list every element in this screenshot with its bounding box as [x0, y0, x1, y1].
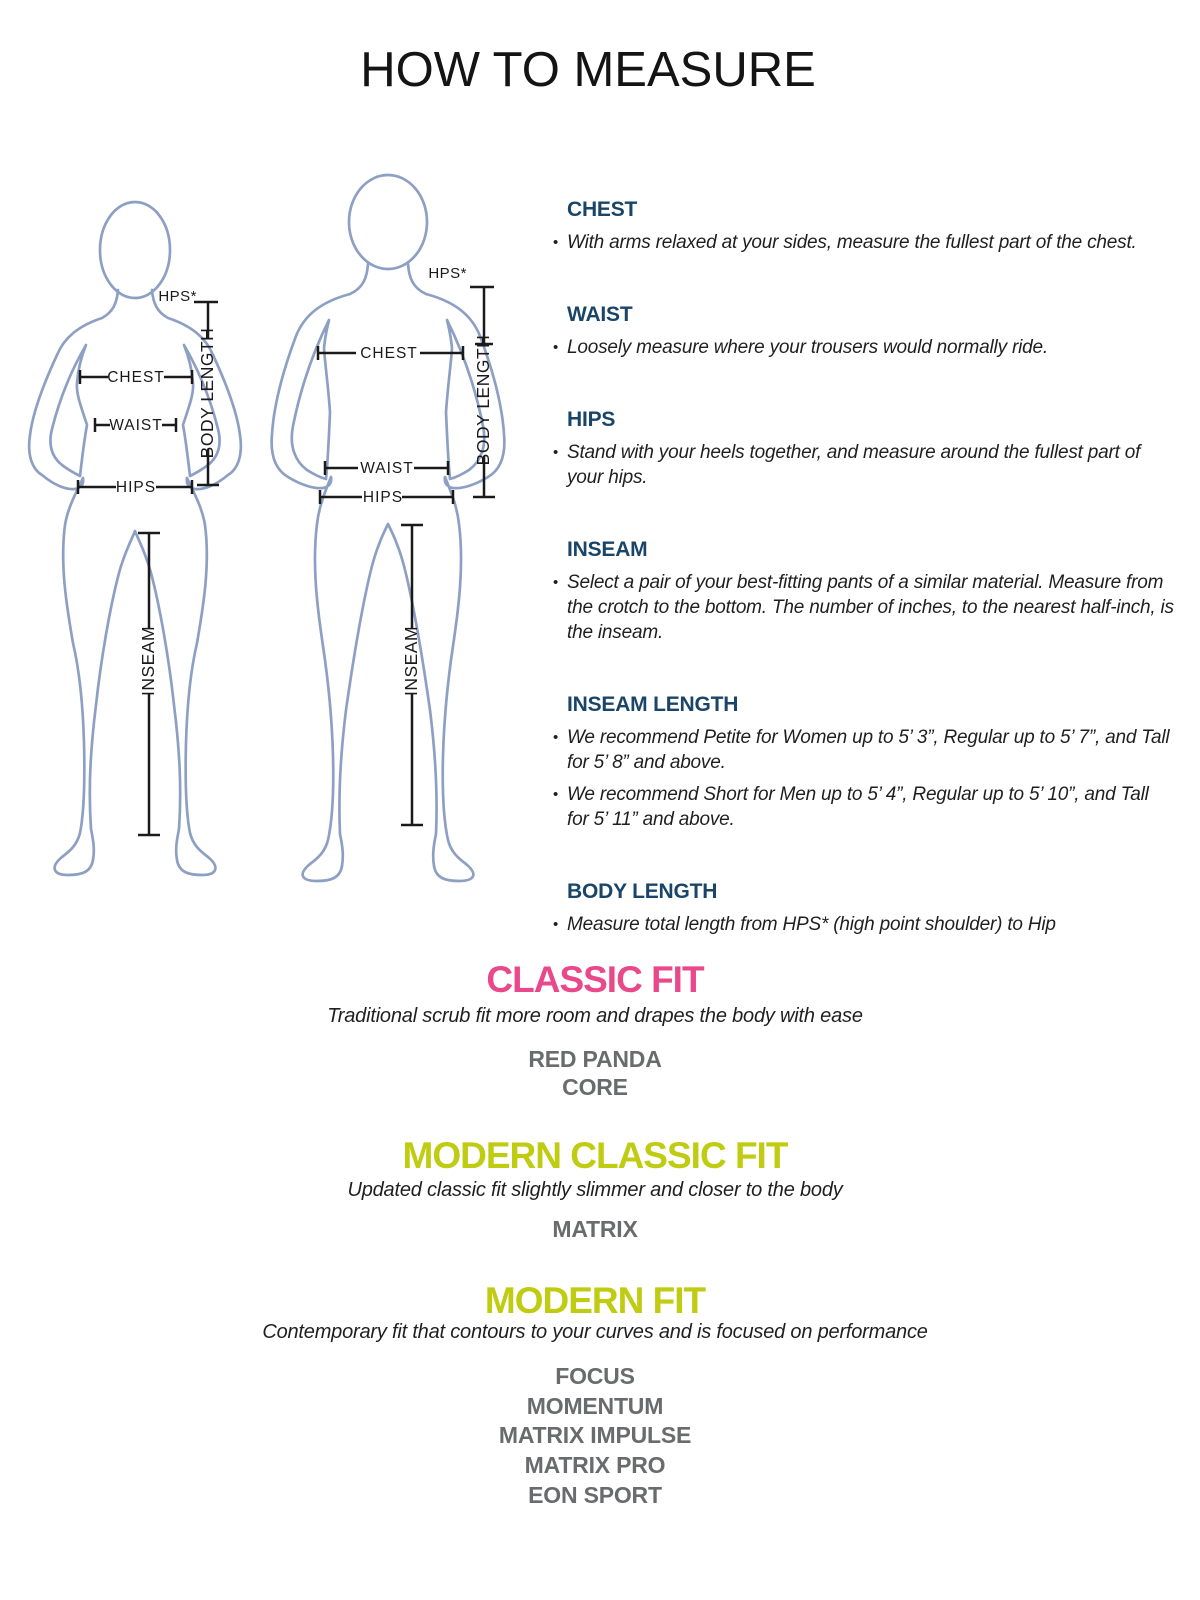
section-heading: CHEST	[567, 198, 638, 221]
guide-section-body-length	[553, 881, 1175, 937]
section-heading: BODY LENGTH	[567, 880, 718, 903]
female-waist-label: WAIST	[109, 417, 163, 434]
bullet-text: We recommend Short for Men up to 5’ 4”, Regular up to 5’ 10”, and Tall for 5’ 11” and above.	[567, 784, 1149, 830]
female-inseam-line-bottom	[138, 694, 160, 835]
guide-section-inseam-length	[553, 694, 1175, 832]
guide-section-hips	[553, 409, 1175, 490]
classic-fit-description: Traditional scrub fit more room and drapes the body with ease	[327, 1005, 863, 1027]
measure-guide	[553, 199, 1175, 986]
female-head-outline	[100, 202, 170, 298]
male-inseam-line-bottom	[401, 694, 423, 825]
section-heading: WAIST	[567, 303, 633, 326]
female-hips-label: HIPS	[115, 479, 157, 496]
product-matrix-impulse: MATRIX IMPULSE	[498, 1422, 692, 1448]
bullet-text: With arms relaxed at your sides, measure the fullest part of the chest.	[567, 232, 1137, 253]
product-core: CORE	[562, 1074, 628, 1100]
female-left-arm-gap	[50, 345, 87, 476]
guide-bullet	[553, 570, 1175, 645]
classic-fit-title: CLASSIC FIT	[486, 959, 704, 1000]
guide-bullet	[553, 230, 1175, 255]
bullet-dot: •	[553, 234, 559, 251]
section-heading: HIPS	[567, 408, 616, 431]
male-body-length-label: BODY LENGTH	[473, 334, 493, 466]
section-heading: INSEAM	[567, 538, 648, 561]
bullet-text: We recommend Petite for Women up to 5’ 3”, Regular up to 5’ 7”, and Tall for 5’ 8” and above.	[567, 727, 1170, 773]
bullet-text: Measure total length from HPS* (high point shoulder) to Hip	[567, 914, 1056, 935]
guide-section-chest	[553, 199, 1175, 255]
bullet-text: Loosely measure where your trousers would normally ride.	[567, 337, 1048, 358]
male-hips-label: HIPS	[362, 489, 404, 506]
male-left-arm-gap	[292, 320, 330, 479]
figures-svg	[0, 160, 540, 890]
product-matrix: MATRIX	[552, 1216, 638, 1242]
male-hps-label: HPS*	[428, 265, 467, 282]
guide-bullet	[553, 782, 1175, 832]
product-focus: FOCUS	[555, 1363, 635, 1389]
section-heading: INSEAM LENGTH	[567, 693, 739, 716]
product-red-panda: RED PANDA	[528, 1046, 662, 1072]
guide-section-waist	[553, 304, 1175, 360]
guide-section-inseam	[553, 539, 1175, 645]
female-inseam-label: INSEAM	[138, 625, 158, 697]
modern-fit-description: Contemporary fit that contours to your curves and is focused on performance	[262, 1321, 928, 1343]
product-matrix-pro: MATRIX PRO	[524, 1452, 666, 1478]
male-chest-label: CHEST	[360, 345, 418, 362]
guide-bullet	[553, 725, 1175, 775]
guide-bullet	[553, 912, 1175, 937]
bullet-text: Select a pair of your best-fitting pants of a similar material. Measure from the crotch to the bottom. The number of inches, to the nearest half-inch, is the inseam.	[567, 572, 1174, 643]
bullet-dot: •	[553, 729, 559, 746]
modern-fit-title: MODERN FIT	[484, 1280, 706, 1321]
modern-classic-fit-description: Updated classic fit slightly slimmer and closer to the body	[347, 1179, 843, 1201]
guide-bullet	[553, 440, 1175, 490]
page-title: HOW TO MEASURE	[360, 43, 816, 97]
male-inseam-line-top	[401, 525, 423, 628]
male-figure-outline	[272, 175, 505, 881]
measurement-diagram	[0, 160, 540, 890]
guide-bullet	[553, 335, 1175, 360]
female-body-length-label: BODY LENGTH	[197, 327, 217, 459]
bullet-dot: •	[553, 444, 559, 461]
bullet-dot: •	[553, 574, 559, 591]
bullet-dot: •	[553, 339, 559, 356]
product-eon-sport: EON SPORT	[528, 1482, 662, 1508]
male-head-outline	[349, 175, 427, 269]
product-momentum: MOMENTUM	[526, 1393, 664, 1419]
bullet-dot: •	[553, 786, 559, 803]
female-chest-label: CHEST	[107, 369, 165, 386]
male-inseam-label: INSEAM	[401, 625, 421, 697]
female-annotations	[78, 288, 219, 835]
male-waist-label: WAIST	[360, 460, 414, 477]
bullet-text: Stand with your heels together, and measure around the fullest part of your hips.	[567, 442, 1141, 488]
bullet-dot: •	[553, 916, 559, 933]
male-annotations	[318, 265, 495, 825]
modern-classic-fit-title: MODERN CLASSIC FIT	[402, 1135, 788, 1176]
female-hps-label: HPS*	[158, 288, 197, 305]
